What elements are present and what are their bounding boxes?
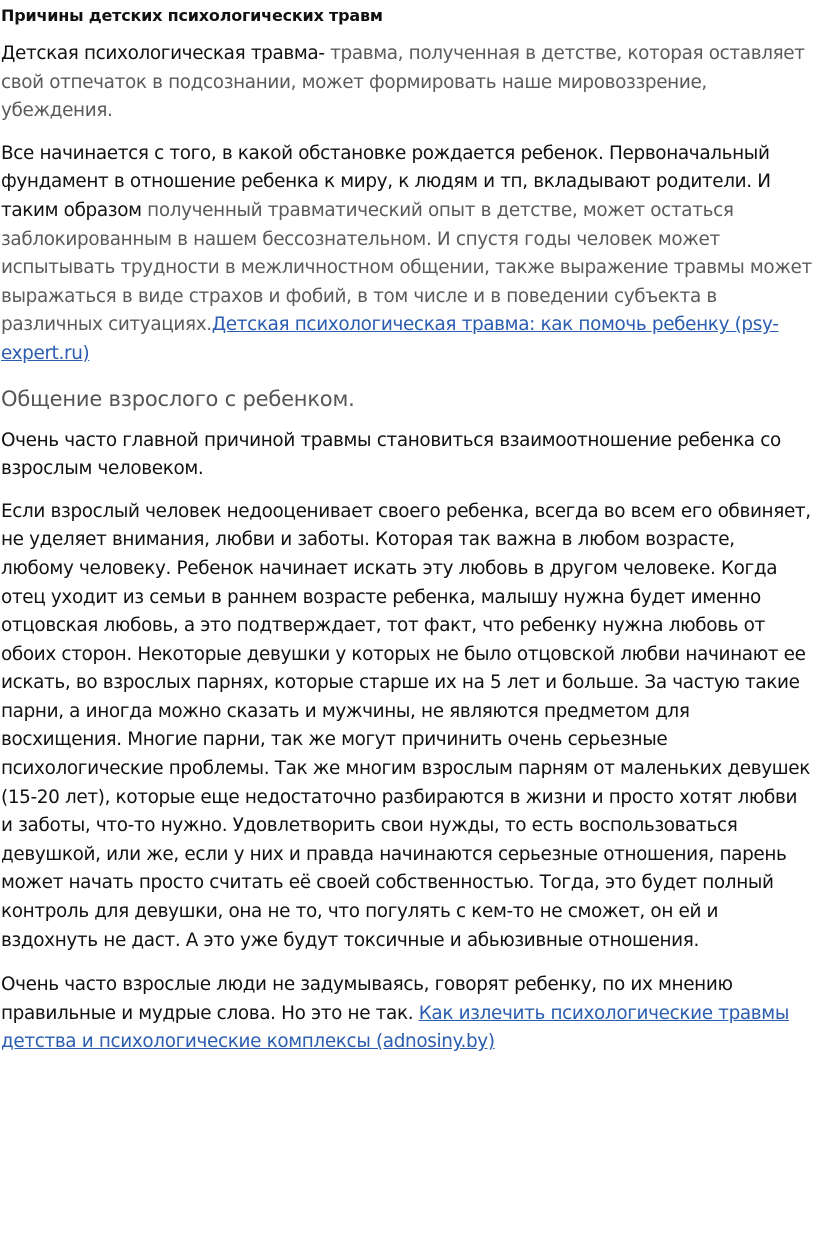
intro-paragraph [1, 40, 812, 126]
psy-expert-link[interactable]: Детская психологическая травма: как помочь ребенку (psy-expert.ru) [1, 314, 779, 364]
intro-lead: Детская психологическая травма- [1, 43, 325, 64]
adnosiny-link[interactable]: Как излечить психологические травмы детства и психологические комплексы (adnosiny.by) [1, 1002, 789, 1053]
origin-lead: Все начинается с того, в какой обстановке рождается ребенок. Первоначальный фундамент в отношение ребенка к миру, к людям и тп, вкладывают родители. И таким образом [1, 142, 771, 221]
parent-words-text: Очень часто взрослые люди не задумываясь, говорят ребенку, по их мнению правильные и мудрые слова. Но это не так. [1, 974, 733, 1024]
intro-rest: травма, полученная в детстве, которая оставляет свой отпечаток в подсознании, может формировать наше мировоззрение, убеждения. [1, 43, 805, 122]
adult-paragraph: Если взрослый человек недооценивает своего ребенка, всегда во всем его обвиняет, не уделяет внимания, любви и заботы. Которая так важна в любом возрасте, любому человеку. Ребенок начинает искать эту любовь в другом человеке. Когда отец уходит из семьи в раннем возрасте ребенка, малышу нужна будет именно отцовская любовь, а это подтверждает, тот факт, что ребенку нужна любовь от обоих сторон. Некоторые девушки у которых не было отцовской любви начинают ее искать, во взрослых парнях, которые старше их на 5 лет и больше. За частую такие парни, а иногда можно сказать и мужчины, не являются предметом для восхищения. Многие парни, так же могут причинить очень серьезные психологические проблемы. Так же многим взрослым парням от маленьких девушек (15-20 лет), которые еще недостаточно разбираются в жизни и просто хотят любви и заботы, что-то нужно. Удовлетворить свои нужды, то есть воспользоваться девушкой, или же, если у них и правда начинаются серьезные отношения, парень может начать просто считать её своей собственностью. Тогда, это будет полный контроль для девушки, она не то, что погулять с кем-то не сможет, он ей и вздохнуть не даст. А это уже будут токсичные и абьюзивные отношения. [1, 500, 811, 951]
document-title: Причины детских психологических травм [1, 6, 383, 25]
parent-words-paragraph [1, 971, 812, 1057]
origin-paragraph [1, 140, 812, 369]
cause-paragraph: Очень часто главной причиной травмы становиться взаимоотношение ребенка со взрослым человеком. [1, 429, 781, 480]
origin-rest: полученный травматический опыт в детстве, может остаться заблокированным в нашем бессознательном. И спустя годы человек может испытывать трудности в межличностном общении, также выражение травмы может выражаться в виде страхов и фобий, в том числе и в поведении субъекта в различных ситуациях. [1, 199, 812, 336]
section-heading: Общение взрослого с ребенком. [1, 386, 355, 411]
